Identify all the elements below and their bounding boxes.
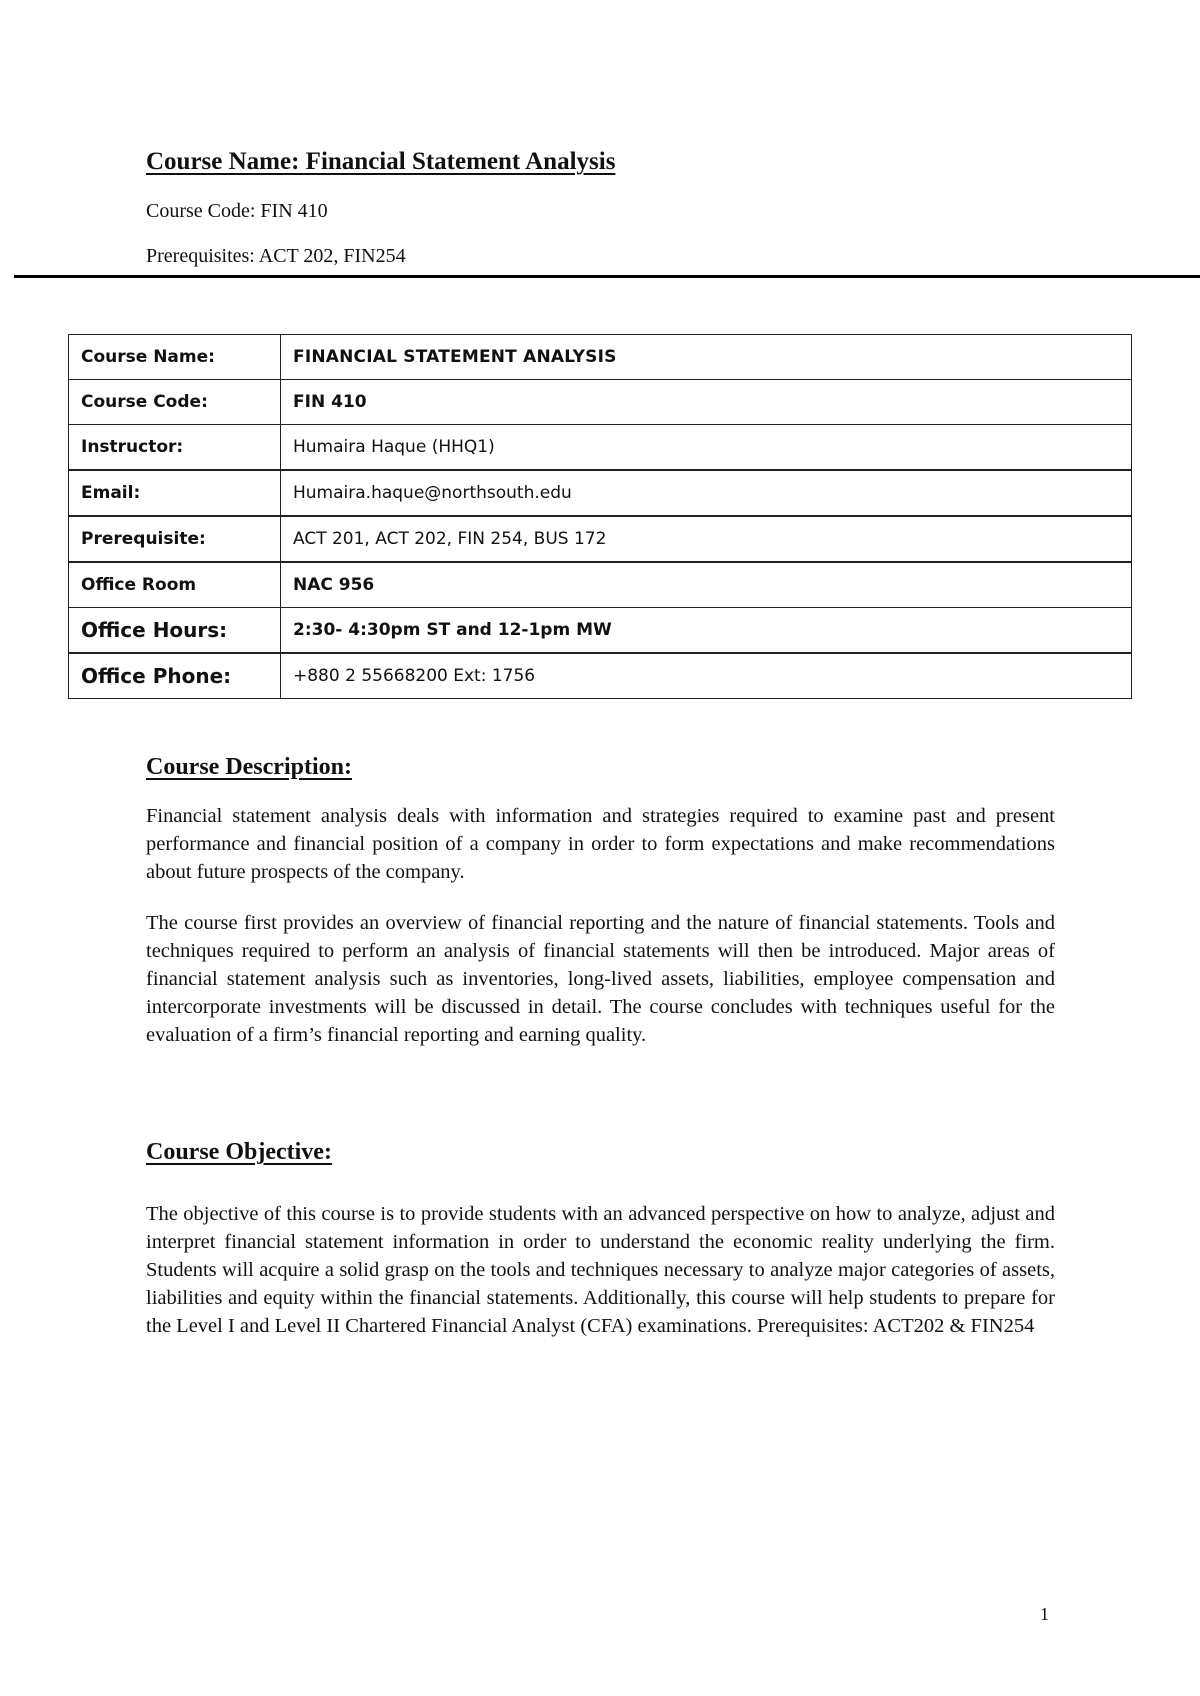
table-row xyxy=(69,335,1132,380)
row-value-email: Humaira.haque@northsouth.edu xyxy=(281,470,1132,516)
row-value-office-hours: 2:30- 4:30pm ST and 12-1pm MW xyxy=(281,608,1132,654)
table-row xyxy=(69,380,1132,425)
table-row xyxy=(69,516,1132,562)
course-objective-paragraph: The objective of this course is to provide students with an advanced perspective on how to analyze, adjust and interpret financial statement information in order to understand the economic reality underlying the firm. Students will acquire a solid grasp on the tools and techniques necessary to analyze major categories of assets, liabilities and equity within the financial statements. Additionally, this course will help students to prepare for the Level I and Level II Chartered Financial Analyst (CFA) examinations. Prerequisites: ACT202 & FIN254 xyxy=(146,1203,1055,1337)
table-row xyxy=(69,653,1132,699)
row-label-course-code: Course Code: xyxy=(69,380,281,425)
table-row xyxy=(69,470,1132,516)
course-description-paragraph-2: The course first provides an overview of financial reporting and the nature of financial statements. Tools and techniques required to perform an analysis of financial statements will then be introduced. Major areas of financial statement analysis such as inventories, long-lived assets, liabilities, employee compensation and intercorporate investments will be discussed in detail. The course concludes with techniques useful for the evaluation of a firm’s financial reporting and earning quality. xyxy=(146,912,1055,1046)
table-row xyxy=(69,425,1132,471)
course-description-paragraph-1: Financial statement analysis deals with information and strategies required to examine past and present performance and financial position of a company in order to form expectations and make recommendations about future prospects of the company. xyxy=(146,805,1055,883)
page-number: 1 xyxy=(1040,1604,1049,1624)
course-objective-heading: Course Objective: xyxy=(146,1139,332,1165)
row-label-course-name: Course Name: xyxy=(69,335,281,380)
table-row xyxy=(69,608,1132,654)
row-value-prerequisite: ACT 201, ACT 202, FIN 254, BUS 172 xyxy=(281,516,1132,562)
course-code-line: Course Code: FIN 410 xyxy=(146,200,328,222)
row-value-course-code: FIN 410 xyxy=(281,380,1132,425)
row-label-prerequisite: Prerequisite: xyxy=(69,516,281,562)
course-info-table xyxy=(68,334,1132,699)
row-label-email: Email: xyxy=(69,470,281,516)
row-label-instructor: Instructor: xyxy=(69,425,281,471)
row-value-course-name: FINANCIAL STATEMENT ANALYSIS xyxy=(281,335,1132,380)
header-divider xyxy=(14,275,1200,278)
row-label-office-hours: Office Hours: xyxy=(69,608,281,654)
table-row xyxy=(69,562,1132,608)
page-title: Course Name: Financial Statement Analysis xyxy=(146,148,616,175)
row-label-office-room: Office Room xyxy=(69,562,281,608)
row-value-office-room: NAC 956 xyxy=(281,562,1132,608)
row-value-instructor: Humaira Haque (HHQ1) xyxy=(281,425,1132,471)
row-value-office-phone: +880 2 55668200 Ext: 1756 xyxy=(281,653,1132,699)
prerequisites-line: Prerequisites: ACT 202, FIN254 xyxy=(146,245,406,267)
row-label-office-phone: Office Phone: xyxy=(69,653,281,699)
course-description-heading: Course Description: xyxy=(146,754,352,780)
